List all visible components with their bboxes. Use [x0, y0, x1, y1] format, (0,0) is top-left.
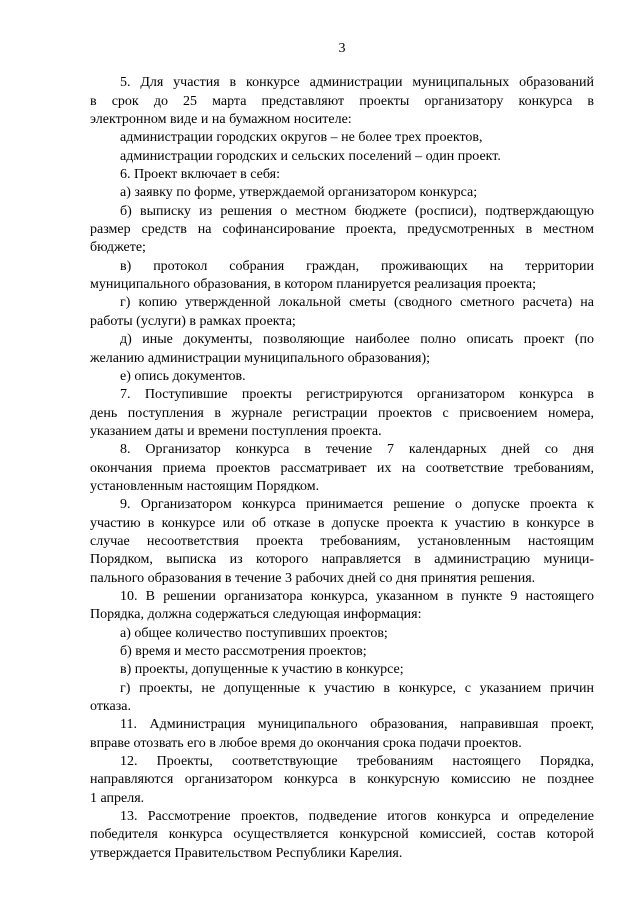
- text-line: работы (услуги) в рамках проекта;: [90, 313, 296, 329]
- text-line: б) выписку из решения о местном бюджете (росписи), подтверждающую: [120, 203, 594, 219]
- text-line: желанию администрации муниципального образования);: [90, 350, 431, 366]
- text-line: д) иные документы, позволяющие наиболее полно описать проект (по: [120, 332, 594, 348]
- text-line: е) опись документов.: [120, 368, 246, 384]
- text-line: в) проекты, допущенные к участию в конкурсе;: [120, 662, 404, 678]
- text-line: 12. Проекты, соответствующие требованиям настоящего Порядка,: [120, 754, 594, 770]
- text-line: 1 апреля.: [90, 790, 145, 806]
- text-line: г) проекты, не допущенные к участию в конкурсе, с указанием причин: [120, 680, 594, 696]
- text-line: 9. Организатором конкурса принимается решение о допуске проекта к: [120, 497, 594, 513]
- text-line: а) общее количество поступивших проектов;: [120, 625, 388, 641]
- text-line: электронном виде и на бумажном носителе:: [90, 112, 352, 128]
- text-line: утверждается Правительством Республики Карелия.: [90, 845, 403, 861]
- text-line: г) копию утвержденной локальной сметы (сводного сметного расчета) на: [120, 295, 594, 311]
- text-line: размер средств на софинансирование проекта, предусмотренных в местном: [90, 222, 594, 238]
- text-line: в срок до 25 марта представляют проекты организатору конкурса в: [90, 93, 594, 109]
- text-line: 10. В решении организатора конкурса, указанном в пункте 9 настоящего: [120, 588, 594, 604]
- text-line: 8. Организатор конкурса в течение 7 календарных дней со дня: [120, 442, 594, 458]
- document-body: [90, 74, 594, 863]
- text-line: администрации городских округов – не более трех проектов,: [120, 130, 483, 146]
- text-line: муниципального образования, в котором планируется реализация проекта;: [90, 277, 537, 293]
- text-line: день поступления в журнале регистрации проектов с присвоением номера,: [90, 405, 594, 421]
- text-line: участию в конкурсе или об отказе в допуске проекта к участию в конкурсе в: [90, 515, 594, 531]
- text-line: 6. Проект включает в себя:: [120, 167, 280, 183]
- page-number: 3: [338, 41, 346, 56]
- text-line: 5. Для участия в конкурсе администрации муниципальных образований: [120, 75, 594, 91]
- text-line: б) время и место рассмотрения проектов;: [120, 644, 367, 659]
- text-line: отказа.: [90, 699, 131, 715]
- text-line: пального образования в течение 3 рабочих дней со дня принятия решения.: [90, 570, 536, 586]
- text-line: 13. Рассмотрение проектов, подведение итогов конкурса и определение: [120, 809, 594, 825]
- text-line: 7. Поступившие проекты регистрируются организатором конкурса в: [120, 387, 594, 403]
- text-line: Порядка, должна содержаться следующая информация:: [90, 607, 422, 623]
- text-line: направляются организатором конкурса в конкурсную комиссию не позднее: [90, 772, 594, 788]
- text-line: окончания приема проектов рассматривает их на соответствие требованиям,: [90, 460, 594, 476]
- text-line: случае несоответствия проекта требованиям, установленным настоящим: [90, 533, 594, 549]
- text-line: установленным настоящим Порядком.: [90, 478, 320, 494]
- text-line: бюджете;: [90, 240, 146, 256]
- text-line: вправе отозвать его в любое время до окончания срока подачи проектов.: [90, 735, 522, 751]
- text-line: 11. Администрация муниципального образования, направившая проект,: [120, 717, 594, 733]
- text-line: а) заявку по форме, утверждаемой организатором конкурса;: [120, 185, 478, 201]
- text-line: администрации городских и сельских поселений – один проект.: [120, 148, 501, 164]
- text-line: указанием даты и времени поступления проекта.: [90, 423, 382, 439]
- text-line: Порядком, выписка из которого направляется в администрацию муници-: [90, 552, 594, 568]
- text-line: в) протокол собрания граждан, проживающих на территории: [120, 258, 594, 274]
- text-line: победителя конкурса осуществляется конкурсной комиссией, состав которой: [90, 827, 594, 843]
